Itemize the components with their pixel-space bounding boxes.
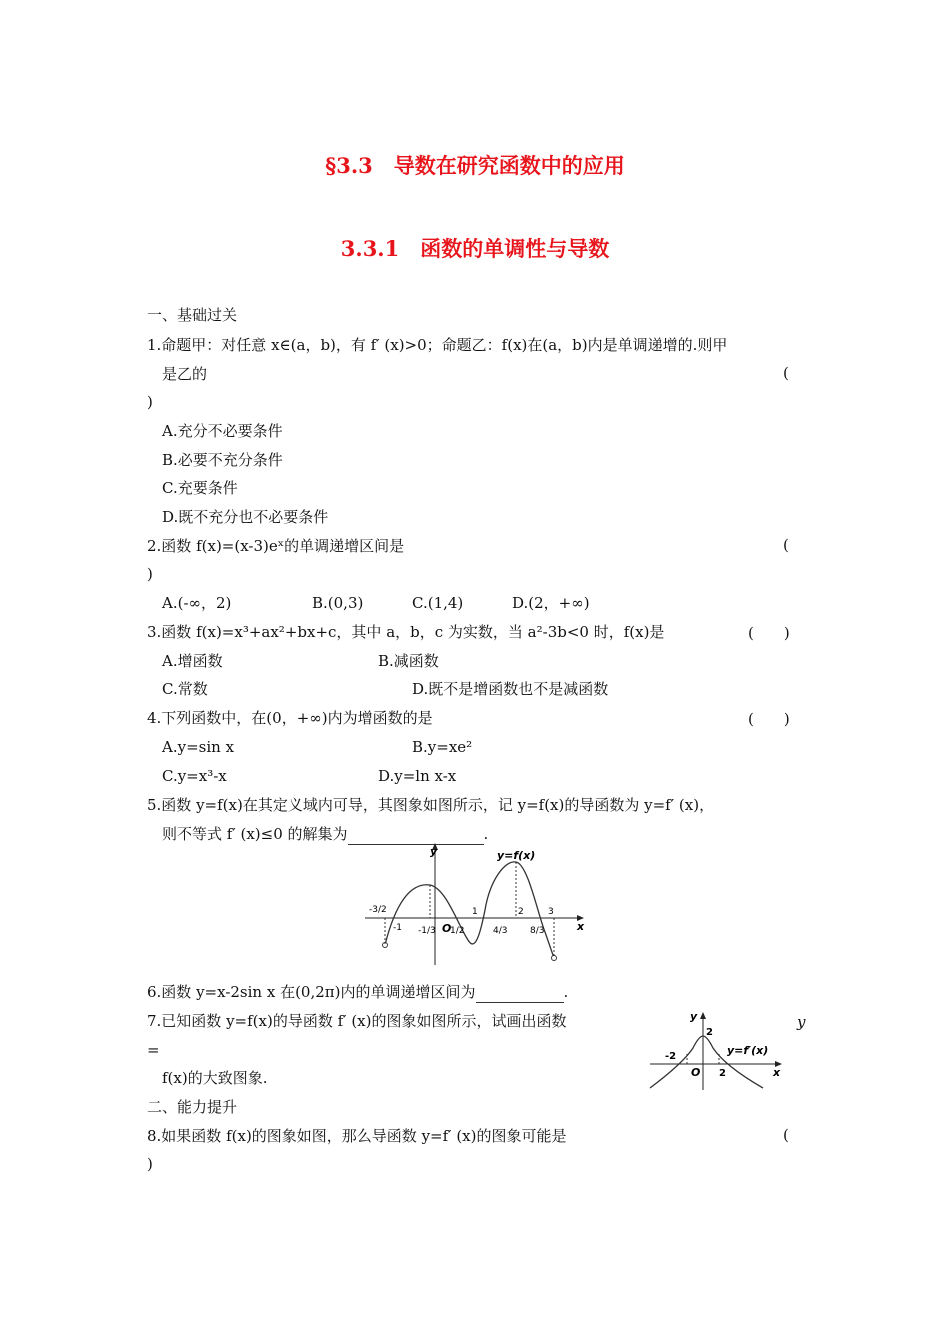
q7-stem-tail-y: y (797, 1013, 806, 1031)
q5-origin-label: O (442, 922, 452, 935)
q4-option-a: A.y=sin x (162, 738, 235, 756)
q4-option-b: B.y=xe² (412, 738, 473, 756)
q1-option-d: D.既不充分也不必要条件 (162, 508, 329, 526)
section-advanced-heading: 二、能力提升 (147, 1098, 238, 1116)
q2-option-c: C.(1,4) (412, 594, 464, 612)
q2-option-d: D.(2，+∞) (512, 594, 590, 612)
q5-x-axis-label: x (577, 920, 585, 933)
q1-option-b: B.必要不充分条件 (162, 451, 283, 469)
q6-stem-line (147, 982, 568, 1003)
q5-tick-one: 1 (472, 907, 478, 917)
q2-option-b: B.(0,3) (312, 594, 364, 612)
q8-answer-paren-open: ( (783, 1126, 789, 1144)
page-title: §3.3 导数在研究函数中的应用 (325, 153, 625, 178)
q1-answer-paren-close: ) (147, 393, 153, 411)
q4-stem: 4.下列函数中，在(0，+∞)内为增函数的是 (147, 709, 433, 727)
q7-y-axis-label: y (690, 1010, 698, 1023)
q7-stem-line2: = (147, 1041, 160, 1059)
q7-tick-y-two: 2 (706, 1027, 713, 1038)
q3-answer-parens: ( ) (748, 624, 790, 642)
q1-stem-line2: 是乙的 (162, 365, 208, 383)
q7-curve-label: y=f′(x) (727, 1044, 769, 1057)
q7-stem-line3: f(x)的大致图象. (162, 1069, 268, 1087)
q5-tick-three: 3 (548, 907, 554, 917)
q6-stem-text: 6.函数 y=x-2sin x 在(0,2π)内的单调递增区间为 (147, 983, 476, 1001)
q1-option-a: A.充分不必要条件 (162, 422, 283, 440)
q2-option-a: A.(-∞，2) (162, 594, 232, 612)
q7-tick-neg-two: -2 (665, 1051, 677, 1062)
q4-option-c: C.y=x³-x (162, 767, 227, 785)
q7-origin-label: O (691, 1066, 701, 1079)
q5-stem-text: 则不等式 f′ (x)≤0 的解集为 (162, 825, 348, 843)
q6-answer-blank[interactable] (476, 982, 564, 1003)
q5-tick-two: 2 (518, 907, 524, 917)
q2-stem: 2.函数 f(x)=(x-3)eˣ的单调递增区间是 (147, 537, 405, 555)
q7-stem-line1: 7.已知函数 y=f(x)的导函数 f′ (x)的图象如图所示，试画出函数 (147, 1012, 567, 1030)
q4-answer-parens: ( ) (748, 710, 790, 728)
q8-answer-paren-close: ) (147, 1155, 153, 1173)
q5-curve-label: y=f(x) (497, 849, 536, 862)
q5-tick-one-half: 1/2 (450, 926, 465, 936)
q2-answer-paren-open: ( (783, 536, 789, 554)
q6-end-mark: . (563, 983, 569, 1001)
q3-option-b: B.减函数 (378, 652, 439, 670)
q5-tick-neg-three-halves: -3/2 (369, 905, 387, 915)
q3-option-c: C.常数 (162, 680, 208, 698)
q5-tick-eight-thirds: 8/3 (530, 926, 545, 936)
q3-option-a: A.增函数 (162, 652, 223, 670)
q8-stem: 8.如果函数 f(x)的图象如图，那么导函数 y=f′ (x)的图象可能是 (147, 1127, 567, 1145)
q1-stem-line1: 1.命题甲：对任意 x∈(a，b)，有 f′ (x)>0；命题乙：f(x)在(a，b)内是单调递增的.则甲 (147, 336, 728, 354)
q4-option-d: D.y=ln x-x (378, 767, 457, 785)
q5-function-graph (360, 840, 590, 970)
section-subtitle: 3.3.1 函数的单调性与导数 (340, 236, 610, 261)
q2-answer-paren-close: ) (147, 565, 153, 583)
q7-tick-x-two: 2 (719, 1068, 726, 1079)
q5-y-axis-label: y (430, 845, 438, 858)
q5-tick-neg-one: -1 (393, 923, 402, 933)
q7-x-axis-label: x (773, 1066, 781, 1079)
q3-option-d: D.既不是增函数也不是减函数 (412, 680, 609, 698)
q5-stem-line1: 5.函数 y=f(x)在其定义域内可导，其图象如图所示，记 y=f(x)的导函数为 y=f′ (x)， (147, 796, 715, 814)
q1-option-c: C.充要条件 (162, 479, 238, 497)
section-basic-heading: 一、基础过关 (147, 306, 238, 324)
q5-tick-four-thirds: 4/3 (493, 926, 508, 936)
q5-end-mark: . (483, 825, 489, 843)
q7-derivative-graph (645, 1008, 790, 1093)
q1-answer-paren-open: ( (783, 364, 789, 382)
q3-stem: 3.函数 f(x)=x³+ax²+bx+c，其中 a，b，c 为实数，当 a²-3b<0 时，f(x)是 (147, 623, 665, 641)
q5-tick-neg-one-third: -1/3 (418, 926, 436, 936)
